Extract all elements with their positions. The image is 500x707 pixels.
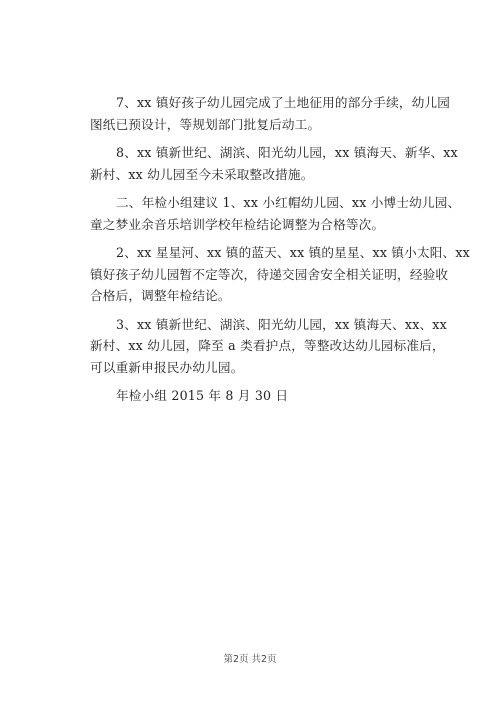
- paragraph-line: 新村、xx 幼儿园至今未采取整改措施。: [90, 166, 314, 182]
- paragraph-7: [64, 92, 451, 135]
- page-footer: [0, 651, 500, 665]
- paragraph-line: 二、年检小组建议 1、xx 小红帽幼儿园、xx 小博士幼儿园、: [116, 195, 461, 210]
- paragraph-line: 8、xx 镇新世纪、湖滨、阳光幼儿园，xx 镇海天、新华、xx: [116, 145, 458, 160]
- paragraph-line: 童之梦业余音乐培训学校年检结论调整为合格等次。: [90, 216, 385, 232]
- paragraph-recommendation: [64, 192, 461, 235]
- page-number: 第2页 共2页: [223, 654, 277, 665]
- signature-text: 年检小组 2015 年 8 月 30 日: [116, 388, 289, 403]
- paragraph-line: 合格后，调整年检结论。: [90, 288, 231, 303]
- paragraph-line: 7、xx 镇好孩子幼儿园完成了土地征用的部分手续，幼儿园: [116, 95, 451, 110]
- paragraph-line: 3、xx 镇新世纪、湖滨、阳光幼儿园，xx 镇海天、xx、xx: [116, 316, 447, 332]
- signature-line: [64, 385, 434, 407]
- paragraph-line: 新村、xx 幼儿园，降至 a 类看护点，等整改达幼儿园标准后，: [90, 338, 445, 353]
- document-body: [64, 92, 470, 414]
- paragraph-recommendation-3: [64, 314, 447, 379]
- paragraph-line: 镇好孩子幼儿园暂不定等次，待递交园舍安全相关证明，经验收: [90, 266, 449, 282]
- paragraph-8: [64, 142, 458, 185]
- paragraph-line: 图纸已预设计，等规划部门批复后动工。: [90, 116, 321, 132]
- paragraph-line: 可以重新申报民办幼儿园。: [90, 359, 244, 375]
- paragraph-line: 2、xx 星星河、xx 镇的蓝天、xx 镇的星星、xx 镇小太阳、xx: [116, 245, 470, 260]
- paragraph-recommendation-2: [64, 242, 470, 307]
